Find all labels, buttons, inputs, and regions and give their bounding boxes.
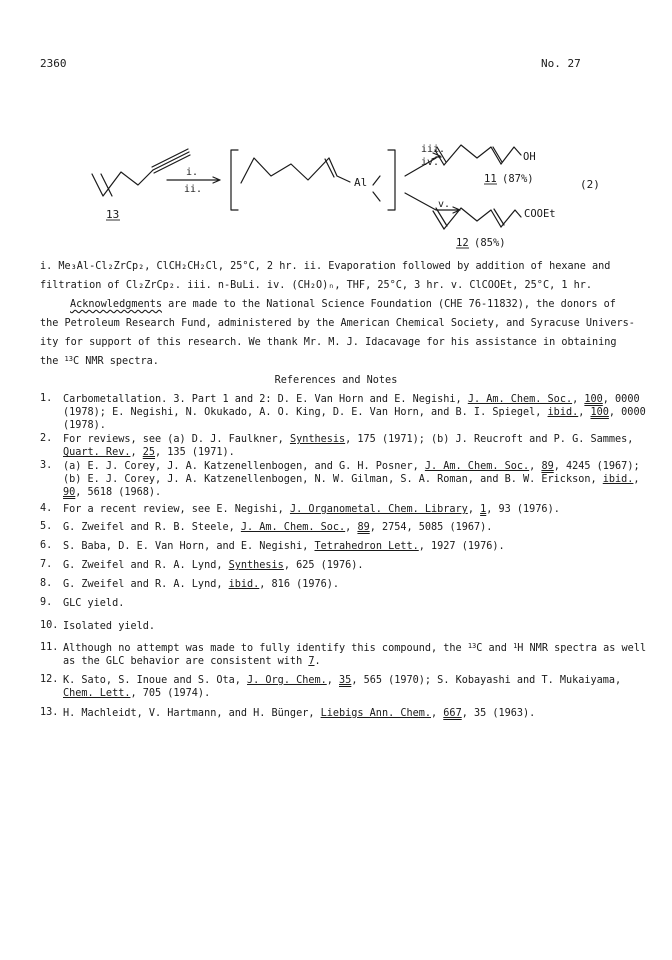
conditions-line-2: filtration of Cl₂ZrCp₂. iii. n-BuLi. iv. (CH₂O)ₙ, THF, 25°C, 3 hr. v. ClCOOEt, 25°C, 1 hr. — [40, 280, 593, 291]
reference-13: 13. H. Machleidt, V. Hartmann, and H. Bünger, Liebigs Ann. Chem., 667, 35 (1963). — [40, 707, 536, 719]
reference-3: 3. (a) E. J. Corey, J. A. Katzenellenbogen, and G. H. Posner, J. Am. Chem. Soc., 89, 4245 (1967); (b) E. J. Corey, J. A. Katzenellenbogen, N. W. Gilman, S. A. Roman, and B. W. Erickson, ibid., 90, 5618 (1968). — [40, 460, 640, 498]
step-ii-label: ii. — [184, 184, 203, 195]
reference-10: 10. Isolated yield. — [40, 620, 156, 632]
page-number: 2360 — [40, 57, 67, 70]
reference-9: 9. GLC yield. — [40, 597, 125, 609]
reaction-arrow-lower — [405, 193, 460, 213]
hydroxyl-label: OH — [523, 151, 536, 163]
ester-label: COOEt — [524, 208, 556, 220]
reaction-scheme — [0, 0, 672, 260]
reference-6: 6. S. Baba, D. E. Van Horn, and E. Negishi, Tetrahedron Lett., 1927 (1976). — [40, 540, 505, 552]
compound-11-label: 11 — [484, 173, 497, 185]
journal-issue: No. 27 — [541, 57, 581, 70]
reference-12: 12. K. Sato, S. Inoue and S. Ota, J. Org. Chem., 35, 565 (1970); S. Kobayashi and T. Mukaiyama, Chem. Lett., 705 (1974). — [40, 674, 622, 699]
compound-11-yield: (87%) — [502, 173, 534, 185]
reference-4: 4. For a recent review, see E. Negishi, J. Organometal. Chem. Library, 1, 93 (1976). — [40, 503, 560, 515]
conditions-line-1: i. Me₃Al-Cl₂ZrCp₂, ClCH₂CH₂Cl, 25°C, 2 hr. ii. Evaporation followed by addition of hexane and — [40, 261, 611, 272]
step-iii-label: iii. — [421, 144, 446, 155]
compound-12-yield: (85%) — [474, 237, 506, 249]
acknowledgments-line-3: ity for support of this research. We thank Mr. M. J. Idacavage for his assistance in obtaining — [40, 337, 617, 348]
reference-5: 5. G. Zweifel and R. B. Steele, J. Am. Chem. Soc., 89, 2754, 5085 (1967). — [40, 521, 493, 533]
acknowledgments-heading: Acknowledgments — [70, 299, 163, 310]
acknowledgments-line-2: the Petroleum Research Fund, administered by the American Chemical Society, and Syracuse Univers- — [40, 318, 635, 329]
reference-7: 7. G. Zweifel and R. A. Lynd, Synthesis, 625 (1976). — [40, 559, 364, 571]
compound-13-structure — [92, 149, 190, 196]
left-bracket — [231, 150, 238, 210]
compound-13-label: 13 — [106, 208, 120, 221]
references-heading: References and Notes — [274, 375, 398, 386]
reference-2: 2. For reviews, see (a) D. J. Faulkner, Synthesis, 175 (1971); (b) J. Reucroft and P. G. Sammes, Quart. Rev., 25, 135 (1971). — [40, 433, 634, 458]
equation-number: (2) — [580, 178, 600, 191]
compound-12-structure — [433, 208, 521, 229]
step-iv-label: iv. — [421, 157, 440, 168]
reference-8: 8. G. Zweifel and R. A. Lynd, ibid., 816 (1976). — [40, 578, 340, 590]
aluminum-label: Al — [354, 176, 368, 189]
right-bracket — [388, 150, 395, 210]
reference-1: 1. Carbometallation. 3. Part 1 and 2: D. E. Van Horn and E. Negishi, J. Am. Chem. Soc., 100, 0000 (1978); E. Negishi, N. Okukado, A. O. King, D. E. Van Horn, and B. I. Spiegel, ibid., 100, 0000 (1978). — [40, 393, 646, 431]
compound-11-structure — [435, 145, 521, 165]
compound-12-label: 12 — [456, 237, 469, 249]
step-v-label: v. — [438, 199, 451, 210]
acknowledgments-line-4: the $^{13}$C NMR spectra. — [40, 355, 159, 367]
step-i-label: i. — [186, 167, 199, 178]
acknowledgments-line-1: Acknowledgments are made to the National Science Foundation (CHE 76-11832), the donors of — [70, 299, 616, 310]
reference-11: 11. Although no attempt was made to fully identify this compound, the $^{13}$C and $^1$H NMR spectra as well as the GLC behavior are consistent with 7. — [40, 642, 647, 667]
